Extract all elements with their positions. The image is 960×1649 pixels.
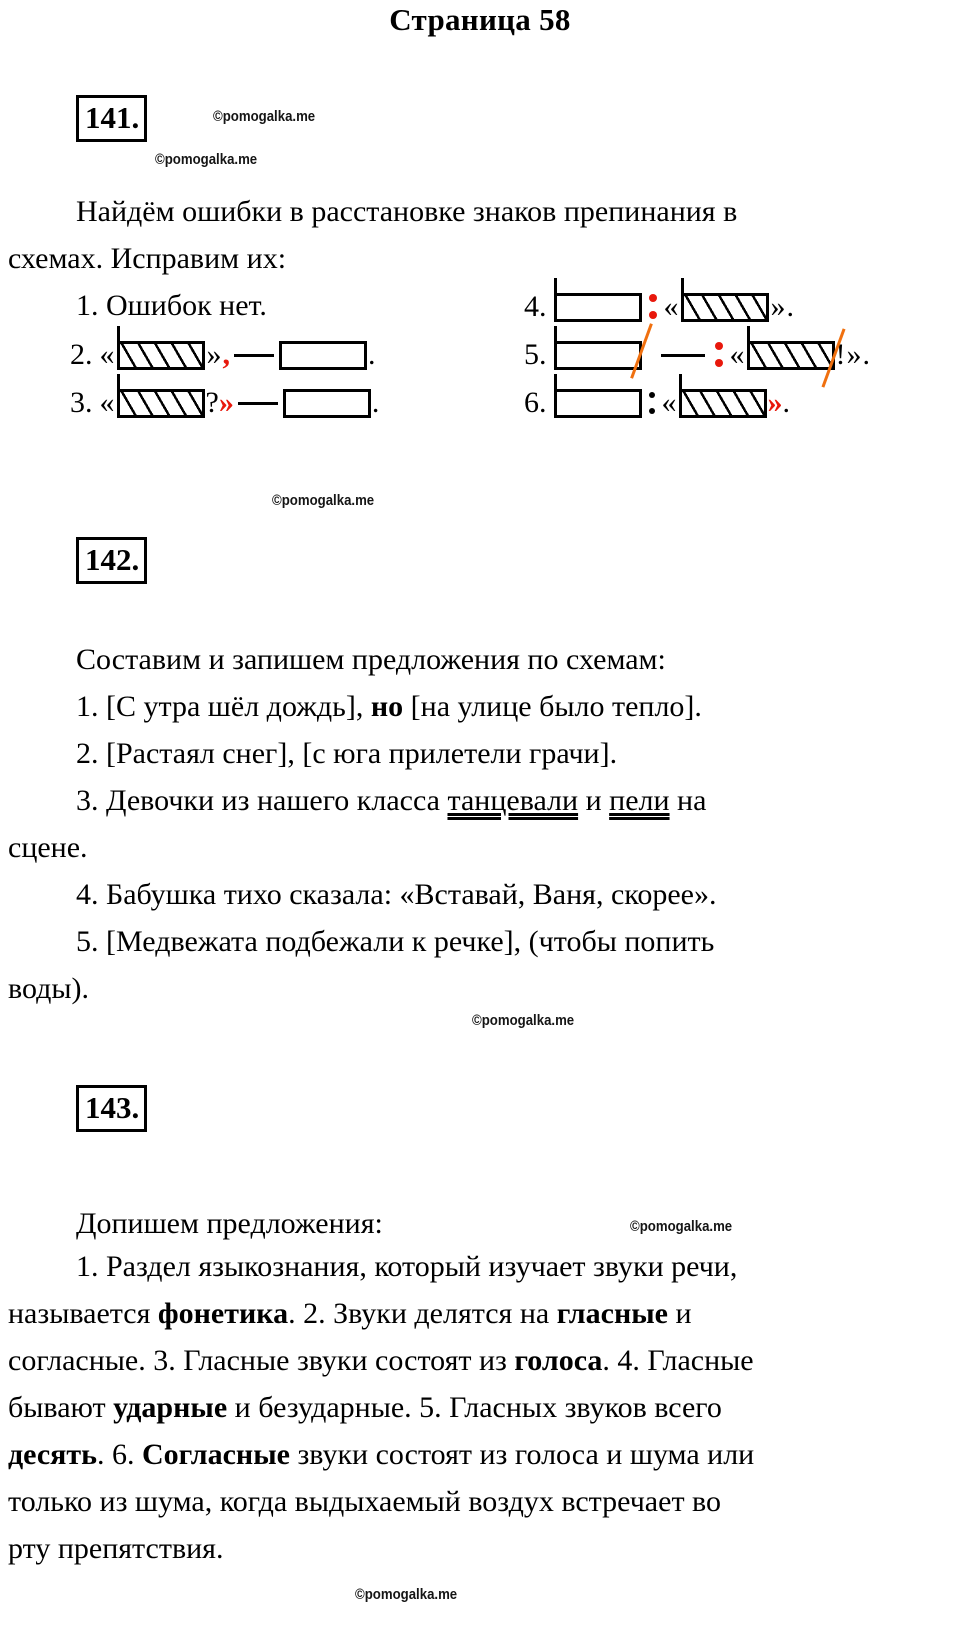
open-quote: « [661, 386, 677, 419]
statement-6-wrap-1: только из шума, когда выдыхаемый воздух встречает во [8, 1485, 722, 1518]
clause-box-plain [554, 341, 642, 370]
clause-box-plain [283, 389, 371, 418]
clause-box-hatched [117, 341, 205, 370]
scheme-row-4 [524, 282, 794, 332]
statement-3-part-c: . 4. Гласные [602, 1344, 754, 1377]
exercise-number-142: 142. [76, 537, 147, 584]
sentence-2: 2. [Растаял снег], [с юга прилетели грачи]. [76, 737, 618, 770]
predicate-underline-peli: пели [609, 784, 670, 817]
open-quote: « [729, 338, 745, 371]
red-close-quote-correction: » [218, 386, 234, 419]
red-close-quote-correction: » [767, 386, 783, 419]
exercise-143-intro [8, 1200, 888, 1247]
period: . [862, 338, 870, 371]
sentence-4: 4. Бабушка тихо сказала: «Вставай, Ваня, скорее». [76, 878, 717, 911]
scheme-row-2 [70, 330, 376, 380]
period: . [371, 386, 380, 419]
close-quote: » [206, 338, 222, 371]
answer-glasnye: гласные [556, 1297, 668, 1330]
red-comma-correction: , [222, 338, 230, 371]
clause-box-hatched [681, 293, 769, 322]
clause-box-plain [279, 341, 367, 370]
watermark: ©pomogalka.me [155, 151, 258, 168]
statement-4-part-c: и безударные. 5. Гласных звуков всего [227, 1391, 722, 1424]
sentence-3-part-a: 3. Девочки из нашего класса [76, 784, 448, 817]
clause-box-plain [554, 293, 642, 322]
sentence-3-part-c: и [578, 784, 610, 817]
scheme-item-1: 1. Ошибок нет. [76, 289, 267, 322]
intro-line-2: схемах. Исправим их: [8, 242, 287, 275]
watermark: ©pomogalka.me [213, 108, 316, 125]
statement-6-lead: . 6. [97, 1438, 143, 1471]
close-quote: » [770, 290, 786, 323]
scheme-diagram-group [0, 282, 960, 437]
predicate-underline-tancevali: танцевали [447, 784, 579, 817]
statement-6-wrap-2: рту препятствия. [8, 1532, 224, 1565]
open-quote: « [99, 338, 115, 371]
scheme-row-6 [524, 378, 790, 428]
statement-1-part-a: 1. Раздел языкознания, который изучает звуки речи, [76, 1250, 738, 1283]
close-quote: » [846, 338, 862, 371]
red-colon-correction [646, 292, 660, 322]
statement-1-part-b: называется [8, 1297, 158, 1330]
sentence-1-part-a: 1. [С утра шёл дождь], [76, 690, 371, 723]
statement-2-part-a: . 2. Звуки делятся на [288, 1297, 557, 1330]
sentence-5-wrap: воды). [8, 972, 90, 1005]
clause-box-plain [554, 389, 642, 418]
exercise-143-body [8, 1243, 888, 1572]
scheme-row-5 [524, 330, 870, 380]
red-colon-correction [712, 340, 726, 370]
watermark: ©pomogalka.me [630, 1218, 733, 1235]
scheme-label: 6. [524, 386, 547, 419]
scheme-label: 4. [524, 290, 547, 323]
scheme-row-3 [70, 378, 379, 428]
watermark: ©pomogalka.me [272, 492, 375, 509]
scheme-label: 3. [70, 386, 93, 419]
sentence-5-part-a: 5. [Медвежата подбежали к речке], (чтобы попить [76, 925, 715, 958]
answer-fonetika: фонетика [157, 1297, 289, 1330]
exclamation-mark: ! [835, 338, 846, 371]
dash-connector [238, 402, 278, 405]
answer-golosa: голоса [514, 1344, 603, 1377]
clause-box-hatched [117, 389, 205, 418]
statement-2-part-c: и [667, 1297, 692, 1330]
clause-box-hatched [747, 341, 835, 370]
exercise-number-141: 141. [76, 95, 147, 142]
period: . [786, 290, 794, 323]
statement-3-part-a: согласные. 3. Гласные звуки состоят из [8, 1344, 515, 1377]
exercise-142-body [8, 636, 888, 1012]
scheme-label: 5. [524, 338, 547, 371]
sentence-3-part-e: на [669, 784, 707, 817]
sentence-1-conjunction: но [370, 690, 404, 723]
answer-soglasnye: Согласные [142, 1438, 290, 1471]
page-title: Страница 58 [389, 2, 571, 37]
sentence-3-wrap: сцене. [8, 831, 88, 864]
open-quote: « [99, 386, 115, 419]
statement-4-part-a: бывают [8, 1391, 114, 1424]
intro-line-1: Найдём ошибки в расстановке знаков препинания в [76, 195, 738, 228]
open-quote: « [663, 290, 679, 323]
colon [646, 388, 658, 418]
watermark: ©pomogalka.me [472, 1012, 575, 1029]
dash-connector [234, 354, 274, 357]
watermark: ©pomogalka.me [355, 1586, 458, 1603]
intro-142: Составим и запишем предложения по схемам: [76, 643, 666, 676]
clause-box-hatched [679, 389, 767, 418]
statement-6-part-b: звуки состоят из голоса и шума или [289, 1438, 755, 1471]
dash-connector-struck [661, 354, 705, 357]
answer-udarnye: ударные [113, 1391, 228, 1424]
period: . [368, 338, 376, 371]
sentence-1-part-c: [на улице было тепло]. [403, 690, 702, 723]
period: . [782, 386, 790, 419]
exercise-number-143: 143. [76, 1085, 147, 1132]
question-mark: ? [205, 386, 219, 419]
intro-143: Допишем предложения: [76, 1207, 383, 1240]
scheme-label: 2. [70, 338, 93, 371]
answer-desyat: десять [8, 1438, 98, 1471]
